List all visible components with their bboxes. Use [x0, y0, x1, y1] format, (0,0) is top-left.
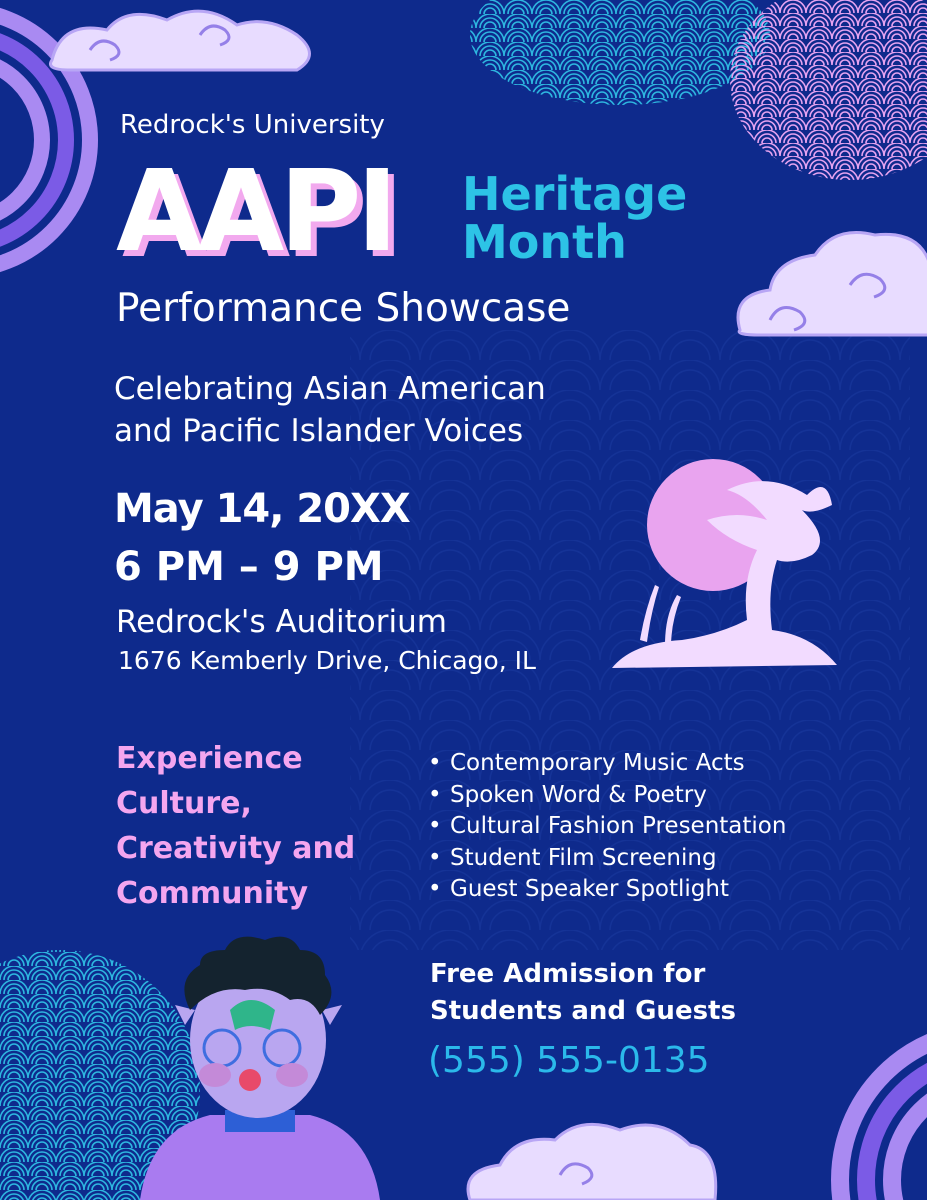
event-title-aapi: AAPI [116, 147, 394, 277]
rainbow-arc-bottom-right [840, 1030, 927, 1200]
highlight-label: Spoken Word & Poetry [450, 781, 707, 808]
highlight-label: Contemporary Music Acts [450, 750, 745, 776]
wave-pattern-icon [470, 0, 927, 180]
highlight-label: Cultural Fashion Presentation [450, 813, 787, 839]
event-tagline: Celebrating Asian American and Pacific Islander Voices [114, 371, 546, 449]
highlights-list [428, 748, 786, 906]
list-item: • Spoken Word & Poetry [428, 781, 707, 808]
highlight-label: Guest Speaker Spotlight [450, 876, 729, 902]
list-item: • Guest Speaker Spotlight [428, 876, 729, 902]
phone-number[interactable]: (555) 555-0135 [428, 1040, 710, 1081]
event-subtitle: Performance Showcase [116, 286, 571, 331]
event-time: 6 PM – 9 PM [114, 544, 384, 590]
experience-heading: Experience Culture, Creativity and Community [116, 741, 356, 911]
list-item: • Student Film Screening [428, 844, 717, 871]
event-venue: Redrock's Auditorium [116, 604, 447, 640]
event-address: 1676 Kemberly Drive, Chicago, IL [118, 646, 536, 675]
university-name: Redrock's University [120, 110, 385, 140]
admission-info: Free Admission for Students and Guests [430, 959, 736, 1026]
list-item: • Cultural Fashion Presentation [428, 813, 787, 839]
event-title-heritage-month: Heritage Month [462, 167, 688, 269]
list-item: • Contemporary Music Acts [428, 750, 745, 776]
event-date: May 14, 20XX [114, 486, 410, 532]
highlight-label: Student Film Screening [450, 844, 717, 871]
